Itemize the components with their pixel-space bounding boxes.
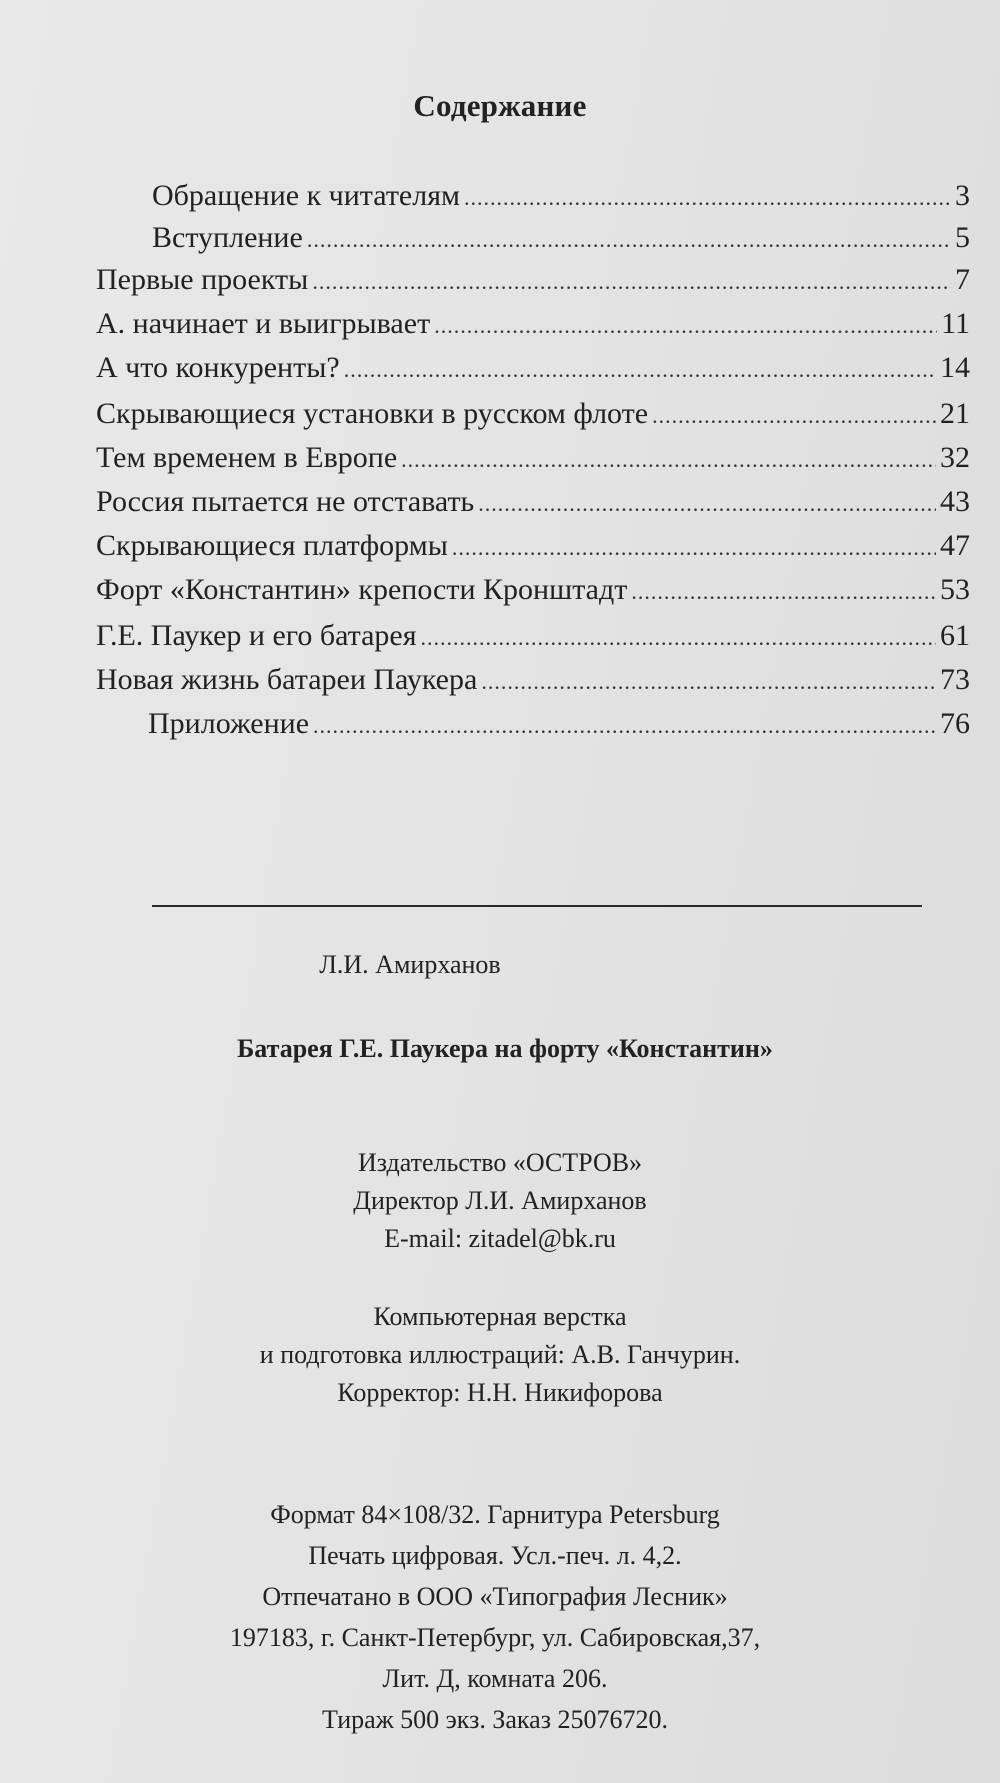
toc-entry-label: Г.Е. Паукер и его батарея	[96, 619, 417, 652]
toc-leader-dots	[312, 262, 951, 302]
publisher-line: Директор Л.И. Амирханов	[353, 1186, 647, 1215]
toc-leader-dots	[631, 572, 936, 612]
toc-entry	[96, 438, 970, 480]
toc-leader-dots	[452, 528, 936, 568]
toc-entry-label: Форт «Константин» крепости Кронштадт	[96, 573, 628, 606]
author-name: Л.И. Амирханов	[319, 950, 501, 979]
toc-entry	[96, 348, 970, 390]
toc-entry-label: Скрывающиеся установки в русском флоте	[96, 397, 649, 430]
toc-leader-dots	[434, 306, 937, 346]
toc-entry-label: Приложение	[148, 707, 310, 740]
toc-entry	[152, 218, 970, 260]
toc-entry	[96, 616, 970, 658]
toc-entry-page: 43	[940, 485, 970, 518]
toc-leader-dots	[313, 706, 936, 746]
credits-line: Корректор: Н.Н. Никифорова	[337, 1378, 663, 1407]
book-title: Батарея Г.Е. Паукера на форту «Константин»	[237, 1034, 773, 1063]
toc-entry-page: 21	[940, 397, 970, 430]
toc-entry-label: А. начинает и выигрывает	[96, 307, 431, 340]
toc-leader-dots	[478, 484, 936, 524]
imprint-line: Печать цифровая. Усл.-печ. л. 4,2.	[308, 1541, 682, 1570]
toc-entry-label: Вступление	[152, 221, 303, 254]
toc-entry-page: 3	[955, 179, 970, 212]
toc-entry	[96, 482, 970, 524]
toc-entry-label: Первые проекты	[96, 263, 309, 296]
toc-entry-page: 61	[940, 619, 970, 652]
publisher-line: Издательство «ОСТРОВ»	[357, 1148, 643, 1177]
imprint-line: Отпечатано в ООО «Типография Лесник»	[262, 1582, 728, 1611]
toc-entry-label: Тем временем в Европе	[96, 441, 398, 474]
imprint-line: Лит. Д, комната 206.	[382, 1664, 608, 1693]
imprint-line: 197183, г. Санкт-Петербург, ул. Сабировская,37,	[229, 1623, 761, 1652]
toc-entry-page: 5	[955, 221, 970, 254]
toc-entry	[96, 260, 970, 302]
toc-entry-page: 32	[940, 441, 970, 474]
toc-entry	[96, 304, 970, 346]
toc-entry-page: 11	[941, 307, 970, 340]
toc-leader-dots	[481, 662, 936, 702]
toc-leader-dots	[464, 178, 951, 218]
toc-entry	[96, 526, 970, 568]
imprint-line: Формат 84×108/32. Гарнитура Petersburg	[270, 1500, 720, 1529]
toc-leader-dots	[401, 440, 936, 480]
toc-entry-label: А что конкуренты?	[96, 351, 340, 384]
toc-leader-dots	[307, 220, 951, 260]
toc-entry-label: Россия пытается не отставать	[96, 485, 475, 518]
toc-leader-dots	[421, 618, 936, 658]
toc-heading: Содержание	[413, 88, 587, 123]
toc-entry	[96, 570, 970, 612]
toc-leader-dots	[652, 396, 936, 436]
toc-entry	[148, 704, 970, 746]
toc-leader-dots	[344, 350, 936, 390]
publisher-email: E-mail: zitadel@bk.ru	[384, 1224, 616, 1253]
toc-entry-label: Скрывающиеся платформы	[96, 529, 448, 562]
toc-entry-label: Новая жизнь батареи Паукера	[96, 663, 478, 696]
toc-entry-label: Обращение к читателям	[152, 179, 460, 212]
imprint-line: Тираж 500 экз. Заказ 25076720.	[322, 1705, 668, 1734]
credits-line: Компьютерная верстка	[373, 1302, 627, 1331]
divider-rule	[152, 905, 922, 907]
toc-entry-page: 47	[940, 529, 970, 562]
toc-entry	[152, 176, 970, 218]
toc-entry	[96, 660, 970, 702]
credits-line: и подготовка иллюстраций: А.В. Ганчурин.	[259, 1340, 741, 1369]
toc-entry-page: 14	[940, 351, 970, 384]
toc-entry-page: 7	[955, 263, 970, 296]
toc-entry-page: 73	[940, 663, 970, 696]
toc-entry-page: 76	[940, 707, 970, 740]
toc-entry	[96, 394, 970, 436]
toc-entry-page: 53	[940, 573, 970, 606]
